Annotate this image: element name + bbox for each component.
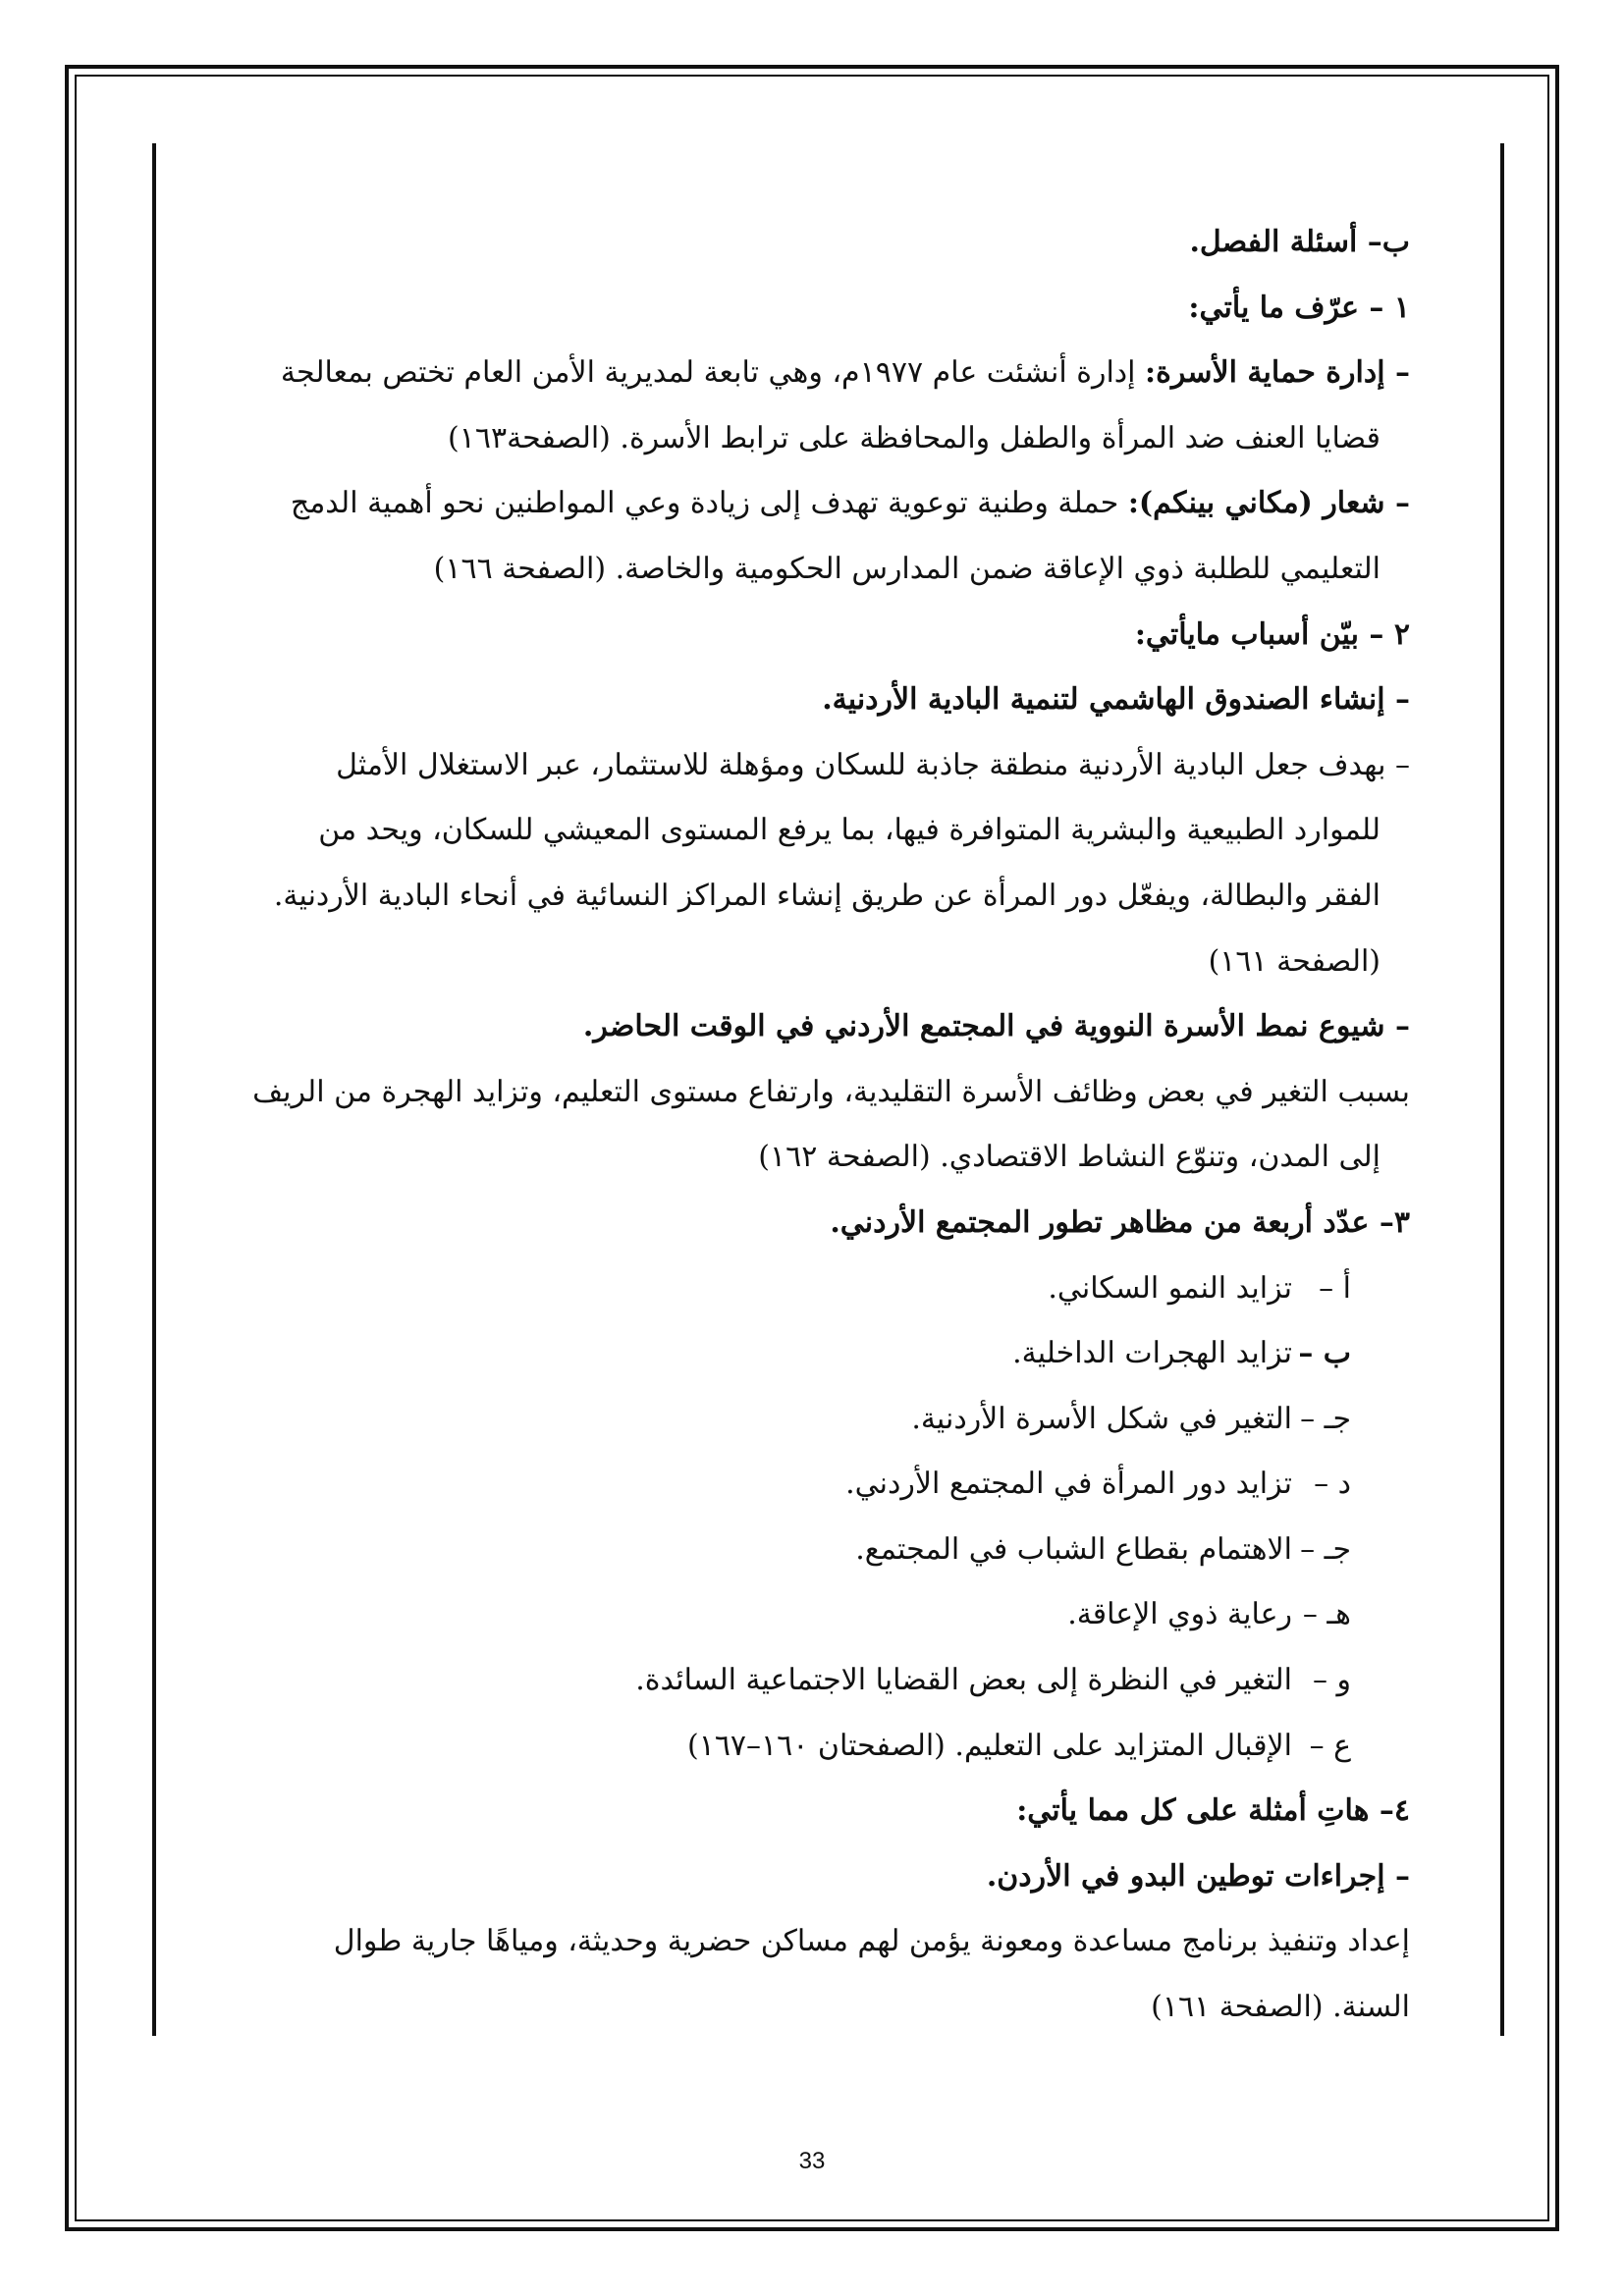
- list-item: [165, 1518, 1410, 1583]
- question-2-item-1-line: الفقر والبطالة، ويفعّل دور المرأة عن طريق إنشاء المراكز النسائية في أنحاء البادية الأردنية.: [273, 878, 1380, 913]
- question-4-heading: ٤– هاتِ أمثلة على كل مما يأتي:: [1016, 1793, 1410, 1829]
- definition-2-line-2: التعليمي للطلبة ذوي الإعاقة ضمن المدارس الحكومية والخاصة. (الصفحة ١٦٦): [433, 551, 1380, 586]
- right-margin-rule: [1500, 143, 1504, 2036]
- list-item: [165, 1452, 1410, 1518]
- question-2-heading: ٢ – بيّن أسباب مايأتي:: [1134, 616, 1410, 652]
- list-item: [165, 1582, 1410, 1648]
- question-2-item-1-line: للموارد الطبيعية والبشرية المتوافرة فيها، بما يرفع المستوى المعيشي للسكان، ويحد من: [318, 813, 1380, 848]
- list-item: [165, 1256, 1410, 1322]
- list-item-mark: جـ –: [1300, 1531, 1351, 1567]
- document-body: [165, 210, 1410, 2041]
- definition-1-line-2: قضايا العنف ضد المرأة والطفل والمحافظة على ترابط الأسرة. (الصفحة١٦٣): [448, 420, 1380, 455]
- definition-1-line-1: [165, 341, 1410, 406]
- list-item-text: التغير في النظرة إلى بعض القضايا الاجتماعية السائدة.: [635, 1663, 1292, 1698]
- definition-2-term: – شعار (مكاني بينكم):: [1127, 486, 1410, 521]
- list-item: [165, 1714, 1410, 1780]
- list-item-text: الاهتمام بقطاع الشباب في المجتمع.: [855, 1531, 1292, 1567]
- question-2-item-1-title: – إنشاء الصندوق الهاشمي لتنمية البادية الأردنية.: [822, 682, 1410, 718]
- question-2-item-2-line: إلى المدن، وتنوّع النشاط الاقتصادي. (الصفحة ١٦٢): [758, 1140, 1380, 1175]
- list-item-mark: ب –: [1298, 1336, 1351, 1371]
- list-item-mark: هـ –: [1302, 1597, 1351, 1632]
- question-2-item-1-line: (الصفحة ١٦١): [1208, 943, 1380, 979]
- definition-2-line-1: [165, 471, 1410, 537]
- list-item-mark: ع –: [1309, 1728, 1351, 1763]
- question-2-item-2-title: – شيوع نمط الأسرة النووية في المجتمع الأردني في الوقت الحاضر.: [582, 1009, 1410, 1044]
- page-number: 33: [798, 2148, 826, 2174]
- section-title: ب– أسئلة الفصل.: [1189, 225, 1410, 259]
- definition-2-text-1: حملة وطنية توعوية تهدف إلى زيادة وعي المواطنين نحو أهمية الدمج: [290, 486, 1128, 521]
- list-item-mark: جـ –: [1300, 1401, 1351, 1436]
- list-item: [165, 1648, 1410, 1714]
- list-item-text: تزايد دور المرأة في المجتمع الأردني.: [845, 1467, 1292, 1502]
- list-item: [165, 1387, 1410, 1453]
- question-2-item-1-line: – بهدف جعل البادية الأردنية منطقة جاذبة للسكان ومؤهلة للاستثمار، عبر الاستغلال الأمثل: [336, 747, 1410, 782]
- definition-1-text-1: إدارة أنشئت عام ١٩٧٧م، وهي تابعة لمديرية الأمن العام تختص بمعالجة: [280, 355, 1146, 391]
- definition-1-term: – إدارة حماية الأسرة:: [1145, 355, 1410, 391]
- question-1-heading: ١ – عرّف ما يأتي:: [1188, 290, 1410, 325]
- list-item-text: الإقبال المتزايد على التعليم. (الصفحتان ١٦٠–١٦٧): [686, 1728, 1292, 1763]
- list-item-text: التغير في شكل الأسرة الأردنية.: [911, 1401, 1292, 1436]
- list-item-mark: أ –: [1319, 1270, 1351, 1306]
- list-item-mark: و –: [1312, 1663, 1351, 1698]
- list-item: [165, 1321, 1410, 1387]
- list-item-mark: د –: [1314, 1467, 1351, 1502]
- question-4-item-1-title: – إجراءات توطين البدو في الأردن.: [986, 1858, 1410, 1894]
- list-item-text: تزايد النمو السكاني.: [1048, 1270, 1292, 1306]
- left-margin-rule: [152, 143, 156, 2036]
- question-4-item-1-line: السنة. (الصفحة ١٦١): [1151, 1990, 1410, 2025]
- question-4-item-1-line: إعداد وتنفيذ برنامج مساعدة ومعونة يؤمن لهم مساكن حضرية وحديثة، ومياهًا جارية طوال: [333, 1924, 1410, 1959]
- question-3-heading: ٣– عدّد أربعة من مظاهر تطور المجتمع الأردني.: [830, 1204, 1410, 1240]
- list-item-text: تزايد الهجرات الداخلية.: [1012, 1336, 1292, 1371]
- list-item-text: رعاية ذوي الإعاقة.: [1067, 1597, 1292, 1632]
- question-2-item-2-line: بسبب التغير في بعض وظائف الأسرة التقليدية، وارتفاع مستوى التعليم، وتزايد الهجرة من الريف: [252, 1074, 1410, 1109]
